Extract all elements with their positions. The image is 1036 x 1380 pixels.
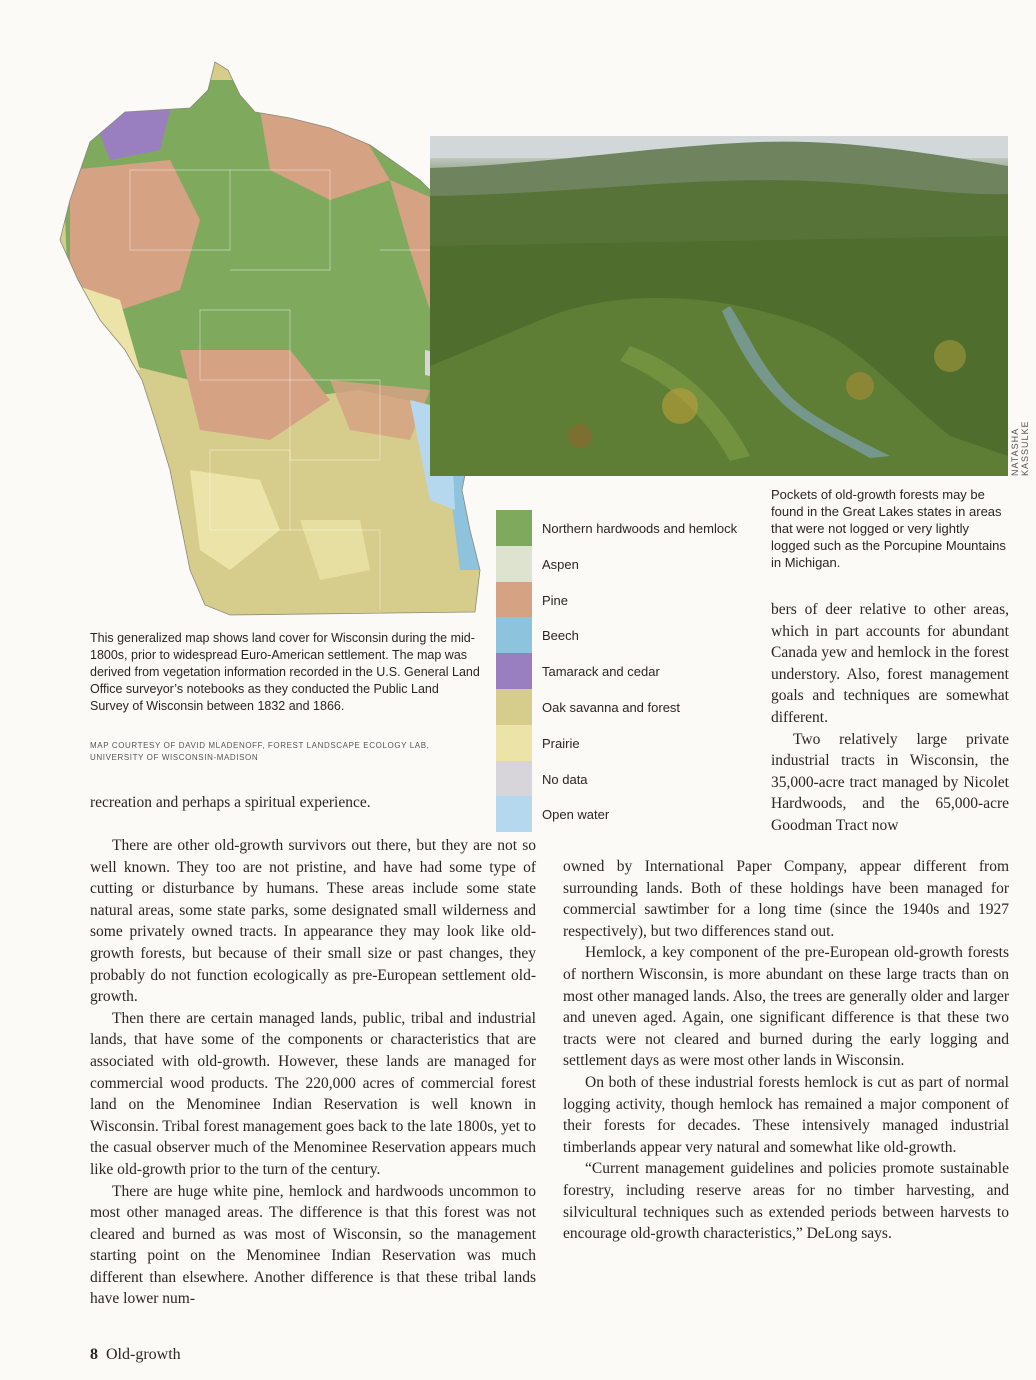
legend-label: Tamarack and cedar bbox=[542, 664, 660, 680]
legend-label: Oak savanna and forest bbox=[542, 699, 681, 715]
legend-label: Aspen bbox=[542, 556, 579, 572]
section-name: Old-growth bbox=[106, 1346, 181, 1363]
legend-label: Open water bbox=[542, 807, 610, 823]
photo-credit: NATASHA KASSULKE bbox=[1010, 420, 1030, 476]
paragraph: bers of deer relative to other areas, which in part accounts for abundant Canada yew and hemlock in the forest understory. Also, forest management goals and techniques are somewhat different. bbox=[771, 601, 1009, 726]
legend-swatch bbox=[496, 582, 532, 618]
legend-item bbox=[496, 617, 766, 653]
legend-swatch bbox=[496, 617, 532, 653]
legend-swatch bbox=[496, 689, 532, 725]
legend-swatch bbox=[496, 653, 532, 689]
paragraph: owned by International Paper Company, appear different from surrounding lands. Both of these holdings have been managed for commercial sawtimber for a long time (since the 1940s and 1927 respectively), but two differences stand out. bbox=[563, 858, 1009, 940]
right-column-narrow bbox=[771, 599, 1009, 837]
legend-label: Beech bbox=[542, 628, 579, 644]
paragraph: There are other old-growth survivors out there, but they are not so well known. They too are not pristine, and have had some type of cutting or disturbance by humans. These areas include some state natural areas, some state parks, some designated small wilderness and some privately owned tracts. In appearance they may look like old-growth forests, but because of their small size or past changes, they probably do not function ecologically as pre-European settlement old-growth. bbox=[90, 837, 536, 1006]
right-column bbox=[563, 856, 1009, 1245]
legend-swatch bbox=[496, 761, 532, 797]
legend-item bbox=[496, 689, 766, 725]
paragraph: On both of these industrial forests hemlock is cut as part of normal logging activity, though hemlock has remained a major component of their forests for decades. These intensively managed industrial timberlands appear very natural and somewhat like old-growth. bbox=[563, 1073, 1009, 1156]
map-credit: MAP COURTESY OF DAVID MLADENOFF, FOREST LANDSCAPE ECOLOGY LAB, UNIVERSITY OF WISCONSIN-MADISON bbox=[90, 741, 430, 762]
legend-item bbox=[496, 546, 766, 582]
legend-label: No data bbox=[542, 771, 588, 787]
paragraph: There are huge white pine, hemlock and hardwoods uncommon to most other managed areas. The difference is that this forest was not cleared and burned as was most of Wisconsin, so the management starting point on the Menominee Indian Reservation was much different than elsewhere. Another difference is that these tribal lands have lower num- bbox=[90, 1182, 536, 1308]
page-folio bbox=[90, 1346, 181, 1364]
legend-item bbox=[496, 761, 766, 797]
left-column bbox=[90, 835, 536, 1310]
paragraph: Hemlock, a key component of the pre-European old-growth forests of northern Wisconsin, is more abundant on these large tracts than on most other managed lands. Also, the trees are generally older and larger and uneven aged. Again, one significant difference is that these two tracts were not cleared and burned during the early logging and settlement days as were most other lands in Wisconsin. bbox=[563, 944, 1009, 1070]
legend-item bbox=[496, 510, 766, 546]
legend-item bbox=[496, 796, 766, 832]
photo-caption: Pockets of old-growth forests may be found in the Great Lakes states in areas that were not logged or very lightly logged such as the Porcupine Mountains in Michigan. bbox=[771, 487, 1006, 570]
map-legend bbox=[496, 510, 766, 832]
photo-graphic bbox=[430, 136, 1008, 476]
paragraph: recreation and perhaps a spiritual experience. bbox=[90, 794, 371, 811]
page-number: 8 bbox=[90, 1346, 98, 1363]
legend-item bbox=[496, 653, 766, 689]
legend-item bbox=[496, 725, 766, 761]
legend-label: Prairie bbox=[542, 735, 580, 751]
legend-swatch bbox=[496, 546, 532, 582]
legend-swatch bbox=[496, 510, 532, 546]
legend-swatch bbox=[496, 725, 532, 761]
legend-item bbox=[496, 582, 766, 618]
paragraph: Two relatively large private industrial tracts in Wisconsin, the 35,000-acre tract managed by Nicolet Hardwoods, and the 65,000-acre Goodman Tract now bbox=[771, 730, 1009, 834]
left-column-top bbox=[90, 792, 470, 814]
forest-photograph bbox=[430, 136, 1008, 476]
legend-label: Pine bbox=[542, 592, 569, 608]
legend-label: Northern hardwoods and hemlock bbox=[542, 521, 738, 536]
map-caption: This generalized map shows land cover for Wisconsin during the mid-1800s, prior to widespread Euro-American settlement. The map was derived from vegetation information recorded in the U.S. General Land Office surveyor’s notebooks as they conducted the Public Land Survey of Wisconsin between 1832 and 1866. bbox=[90, 631, 480, 713]
legend-swatch bbox=[496, 796, 532, 832]
paragraph: Then there are certain managed lands, public, tribal and industrial lands, that have some of the components or characteristics that are associated with old-growth. However, these lands are managed for commercial wood products. The 220,000 acres of commercial forest land on the Menominee Indian Reservation is well known in Wisconsin. Tribal forest management goes back to the late 1800s, yet to the casual observer much of the Menominee Reservation appears much like old-growth prior to the turn of the century. bbox=[90, 1009, 536, 1178]
paragraph: “Current management guidelines and policies promote sustainable forestry, including reserve areas for no timber harvesting, and silvicultural techniques such as extended periods between harvests to encourage old-growth characteristics,” DeLong says. bbox=[563, 1160, 1009, 1243]
